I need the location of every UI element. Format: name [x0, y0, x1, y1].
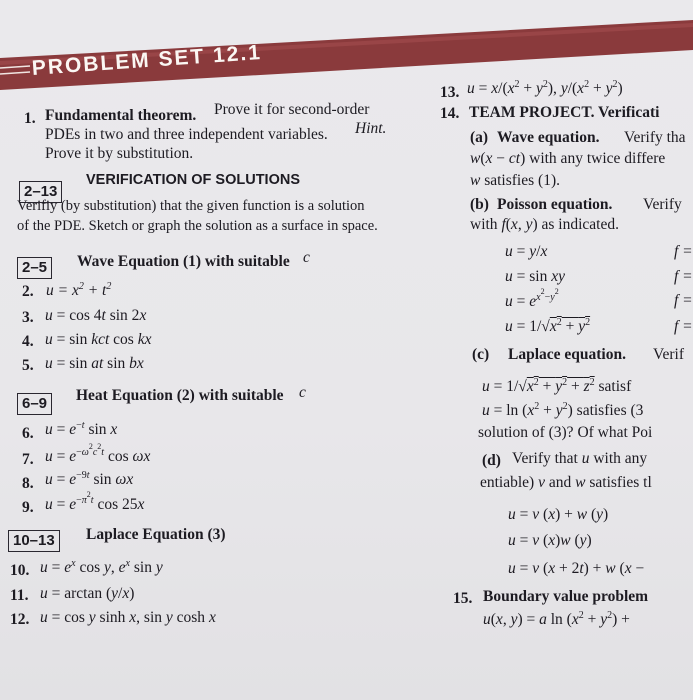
item-expression: u = cos 4t sin 2x	[45, 307, 147, 324]
part-b-label: (b)	[470, 196, 489, 213]
part-c-line-1: $u = 1/√x^2 + y^2 + z^2$ satisf	[482, 377, 632, 395]
section-instructions-1: Verifiy (by substitution) that the given function is a solution	[17, 198, 365, 214]
part-b-row-1: u = y/x	[505, 243, 548, 260]
part-a-text-2: w(x − ct) with any twice differe	[470, 150, 666, 167]
item-number: 12.	[10, 611, 30, 628]
section-instructions-2: of the PDE. Sketch or graph the solution as a surface in space.	[17, 218, 378, 234]
part-d-label: (d)	[482, 452, 501, 469]
problem-1-line2: PDEs in two and three independent variables.	[45, 126, 328, 143]
problem-15-expression: u(x, y) = a $\ln (x^2 + y^2)$ +	[483, 610, 630, 628]
problem-1-hint: Hint.	[355, 120, 387, 137]
item-number: 6.	[22, 425, 34, 442]
item-number: 7.	[22, 451, 34, 468]
header-banner	[0, 0, 693, 90]
part-a-text-3: w satisfies (1).	[470, 172, 560, 189]
item-expression: $u = e^{-\omega^2c^2t}$ cos ωx	[45, 442, 151, 465]
part-b-text-1: Verify	[643, 196, 682, 213]
item-number: 5.	[22, 357, 34, 374]
section-range-box: 2–5	[17, 257, 52, 279]
part-d-row-2: u = v (x)w (y)	[508, 532, 592, 549]
item-expression: $u = e^x$ cos y, $e^x$ sin y	[40, 558, 163, 576]
problem-13-expression: $u = x/(x^2 + y^2)$, $y/(x^2 + y^2)$	[467, 79, 623, 97]
part-b-text-2: with f(x, y) as indicated.	[470, 216, 619, 233]
part-b-title: Poisson equation.	[497, 196, 613, 213]
problem-14-title: TEAM PROJECT. Verificati	[469, 104, 660, 121]
item-expression: $u = x^2 + t^2$	[46, 281, 112, 299]
item-expression: u = sin at sin bx	[45, 355, 144, 372]
part-b-f-3: f =	[674, 292, 693, 309]
part-b-row-4: $u = 1/√x^2 + y^2$	[505, 317, 591, 335]
part-c-label: (c)	[472, 346, 490, 363]
part-c-text-1: Verif	[653, 346, 684, 363]
item-number: 11.	[10, 587, 29, 604]
section-range-box: 6–9	[17, 393, 52, 415]
item-number: 10.	[10, 562, 30, 579]
part-b-f-1: f =	[674, 243, 693, 260]
part-a-text-1: Verify tha	[624, 129, 686, 146]
part-a-label: (a)	[470, 129, 489, 146]
problem-1-line1: Prove it for second-order	[214, 101, 370, 118]
problem-13-number: 13.	[440, 84, 460, 101]
part-c-line-2: $u = \ln (x^2 + y^2)$ satisfies (3	[482, 401, 644, 419]
item-expression: $u = e^{-t}$ sin x	[45, 420, 118, 438]
problem-15-number: 15.	[453, 590, 473, 607]
section-title: Wave Equation (1) with suitable	[77, 253, 290, 270]
part-c-title: Laplace equation.	[508, 346, 626, 363]
problem-1-title: Fundamental theorem.	[45, 107, 197, 124]
item-number: 4.	[22, 333, 34, 350]
part-d-row-3: u = v (x + 2t) + w (x −	[508, 560, 645, 577]
part-b-row-3: $u = e^{x^2-y^2}$	[505, 287, 559, 310]
problem-1-number: 1.	[24, 110, 36, 127]
item-expression: u = sin kct cos kx	[45, 331, 152, 348]
part-b-row-2: u = sin xy	[505, 268, 565, 285]
item-number: 3.	[22, 309, 34, 326]
section-title: Heat Equation (2) with suitable	[76, 387, 284, 404]
part-d-text-2: entiable) v and w satisfies tl	[480, 474, 652, 491]
part-d-row-1: u = v (x) + w (y)	[508, 506, 609, 523]
item-number: 9.	[22, 499, 34, 516]
problem-14-number: 14.	[440, 105, 460, 122]
item-number: 8.	[22, 475, 34, 492]
part-c-line-3: solution of (3)? Of what Poi	[478, 424, 653, 441]
section-heading: VERIFICATION OF SOLUTIONS	[86, 172, 301, 188]
part-a-title: Wave equation.	[497, 129, 600, 146]
item-expression: $u = e^{-9t}$ sin ωx	[45, 470, 134, 488]
part-b-f-2: f =	[674, 268, 693, 285]
item-expression: $u = e^{-\pi^2t}$ cos 25x	[45, 490, 145, 513]
section-range-box: 2–13	[19, 181, 62, 203]
part-b-f-4: f =	[674, 318, 693, 335]
problem-1-line3: Prove it by substitution.	[45, 145, 194, 162]
item-expression: u = arctan (y/x)	[40, 585, 135, 602]
part-d-text-1: Verify that u with any	[512, 450, 648, 467]
item-number: 2.	[22, 283, 34, 300]
item-expression: u = cos y sinh x, sin y cosh x	[40, 609, 216, 626]
section-title: Laplace Equation (3)	[86, 526, 226, 543]
section-range-box: 10–13	[8, 530, 60, 552]
problem-15-title: Boundary value problem	[483, 588, 649, 605]
section-title-var: c	[303, 249, 310, 266]
problem-set-title: PROBLEM SET 12.1	[31, 40, 263, 80]
section-title-var: c	[299, 384, 306, 401]
